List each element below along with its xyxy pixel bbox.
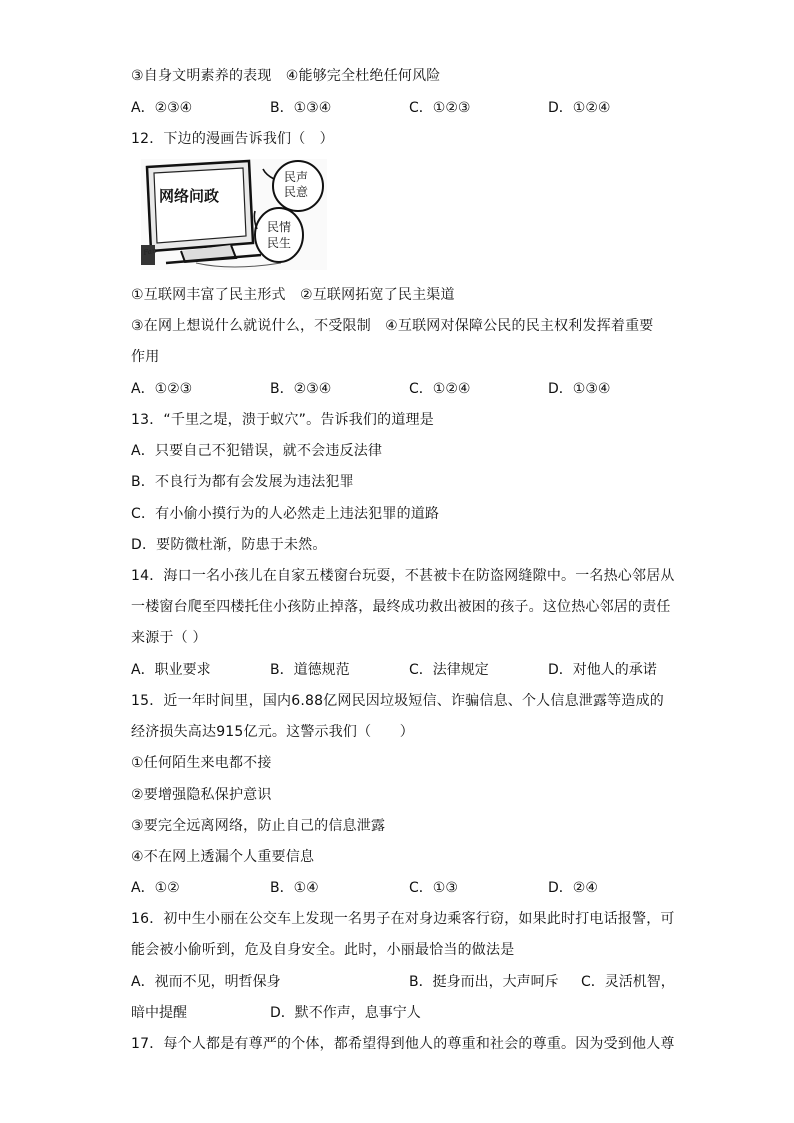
q15-stem-line-1: 15．近一年时间里，国内6.88亿网民因垃圾短信、诈骗信息、个人信息泄露等造成的 — [131, 693, 664, 709]
q13-stem: 13．“千里之堤，溃于蚁穴”。告诉我们的道理是 — [131, 412, 434, 428]
q16-option-c-continued: 暗中提醒 — [131, 1005, 187, 1021]
q15-option-d: D．②④ — [548, 880, 598, 896]
q11-items-line: ③自身文明素养的表现 ④能够完全杜绝任何风险 — [131, 68, 441, 84]
q15-option-c: C．①③ — [409, 880, 458, 896]
q13-option-b: B．不良行为都有会发展为违法犯罪 — [131, 474, 354, 490]
q12-item-line-3: 作用 — [131, 349, 160, 365]
q11-option-c: C．①②③ — [409, 100, 471, 116]
q16-option-b: B．挺身而出，大声呵斥 — [409, 974, 559, 990]
speech-bubble-2 — [254, 208, 303, 262]
svg-text:民情: 民情 — [267, 220, 292, 234]
q11-option-a: A．②③④ — [131, 100, 193, 116]
q14-option-b: B．道德规范 — [270, 662, 350, 678]
q16-option-a: A．视而不见，明哲保身 — [131, 974, 281, 990]
q13-option-a: A．只要自己不犯错误，就不会违反法律 — [131, 443, 383, 459]
svg-text:民生: 民生 — [267, 236, 292, 250]
q12-item-line-1: ①互联网丰富了民主形式 ②互联网拓宽了民主渠道 — [131, 287, 455, 303]
q14-stem-line-2: 一楼窗台爬至四楼托住小孩防止掉落，最终成功救出被困的孩子。这位热心邻居的责任 — [131, 599, 671, 615]
q14-option-a: A．职业要求 — [131, 662, 211, 678]
q13-option-c: C．有小偷小摸行为的人必然走上违法犯罪的道路 — [131, 506, 440, 522]
q15-option-b: B．①④ — [270, 880, 319, 896]
screen-text: 网络问政 — [159, 187, 220, 205]
q15-stem-line-2: 经济损失高达915亿元。这警示我们（ ） — [131, 724, 414, 740]
net-politics-cartoon — [141, 159, 327, 270]
q14-option-c: C．法律规定 — [409, 662, 489, 678]
q16-option-c: C．灵活机智， — [581, 974, 675, 990]
q12-stem: 12．下边的漫画告诉我们（ ） — [131, 131, 334, 147]
q17-stem: 17．每个人都是有尊严的个体，都希望得到他人的尊重和社会的尊重。因为受到他人尊 — [131, 1036, 675, 1052]
q14-option-d: D．对他人的承诺 — [548, 662, 657, 678]
q12-option-b: B．②③④ — [270, 381, 332, 397]
svg-text:民声: 民声 — [284, 170, 309, 184]
q13-option-d: D．要防微杜渐，防患于未然。 — [131, 537, 327, 553]
q16-stem-line-1: 16．初中生小丽在公交车上发现一名男子在对身边乘客行窃，如果此时打电话报警，可 — [131, 911, 675, 927]
q15-item-4: ④不在网上透漏个人重要信息 — [131, 849, 315, 865]
q12-item-line-2: ③在网上想说什么就说什么，不受限制 ④互联网对保障公民的民主权利发挥着重要 — [131, 318, 654, 334]
q11-option-d: D．①②④ — [548, 100, 611, 116]
q15-item-1: ①任何陌生来电都不接 — [131, 755, 272, 771]
q16-stem-line-2: 能会被小偷听到，危及自身安全。此时，小丽最恰当的做法是 — [131, 942, 515, 958]
q12-option-d: D．①③④ — [548, 381, 611, 397]
q12-option-a: A．①②③ — [131, 381, 193, 397]
svg-text:民意: 民意 — [284, 185, 309, 199]
q14-stem-line-3: 来源于（ ） — [131, 630, 207, 646]
q14-stem-line-1: 14．海口一名小孩儿在自家五楼窗台玩耍，不甚被卡在防盗网缝隙中。一名热心邻居从 — [131, 568, 675, 584]
q15-option-a: A．①② — [131, 880, 180, 896]
q15-item-3: ③要完全远离网络，防止自己的信息泄露 — [131, 818, 386, 834]
q15-item-2: ②要增强隐私保护意识 — [131, 787, 272, 803]
q16-option-d: D．默不作声，息事宁人 — [270, 1005, 421, 1021]
q12-option-c: C．①②④ — [409, 381, 471, 397]
q11-option-b: B．①③④ — [270, 100, 332, 116]
artist-signature: Fan — [142, 246, 158, 257]
